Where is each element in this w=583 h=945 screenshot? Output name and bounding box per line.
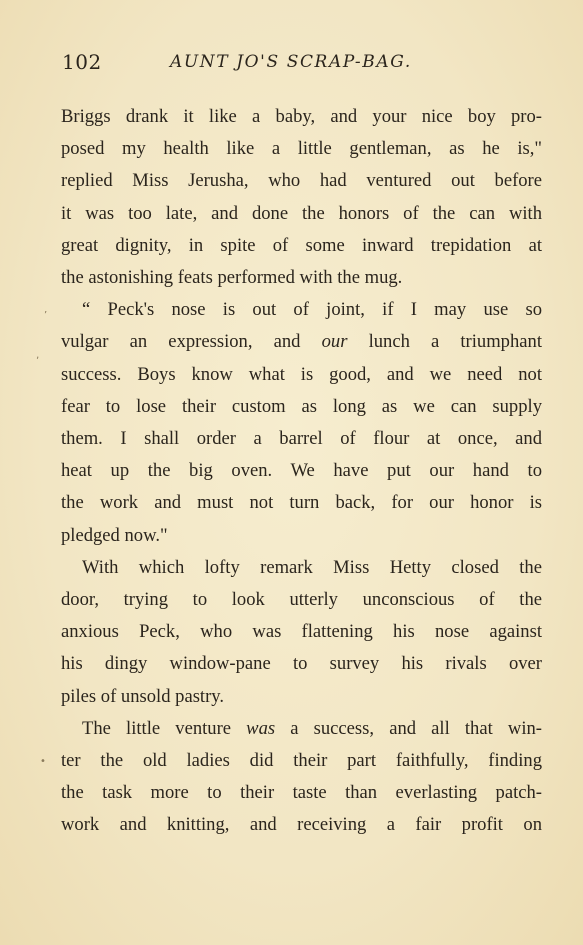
text-line: ter the old ladies did their part faithfully, finding: [61, 750, 542, 772]
text-line: pledged now.": [61, 524, 168, 546]
text-line: piles of unsold pastry.: [61, 685, 225, 707]
text-line: work and knitting, and receiving a fair profit on: [61, 814, 542, 836]
text-line: posed my health like a little gentleman, as he is,": [61, 138, 542, 160]
page-number: 102: [62, 50, 102, 74]
emphasis: was: [246, 717, 276, 739]
text-line: door, trying to look utterly unconscious of the: [61, 589, 542, 611]
text-line: “ Peck's nose is out of joint, if I may use so: [82, 299, 542, 321]
text-line: his dingy window-pane to survey his rivals over: [61, 653, 542, 675]
paper-speck-mark: ’: [44, 310, 48, 321]
text-line: the task more to their taste than everlasting patch-: [61, 782, 542, 804]
text-line: success. Boys know what is good, and we need not: [61, 363, 542, 385]
paragraph-1: [61, 101, 542, 294]
text-run: The little venture: [82, 717, 247, 739]
text-line: them. I shall order a barrel of flour at once, and: [61, 428, 542, 450]
running-head: AUNT JO'S SCRAP-BAG.: [170, 52, 412, 72]
text-line: replied Miss Jerusha, who had ventured out before: [61, 170, 542, 192]
text-line: great dignity, in spite of some inward trepidation at: [61, 234, 542, 256]
paper-speck-mark: •: [40, 756, 46, 767]
paragraph-2: [61, 294, 542, 552]
body-text: [61, 101, 542, 842]
text-line: [61, 713, 542, 745]
text-line: [61, 326, 542, 358]
paragraph-3: [61, 552, 542, 713]
text-run: vulgar an expression, and: [61, 331, 322, 353]
paper-speck-mark: ‚: [36, 350, 40, 361]
emphasis: our: [321, 331, 348, 353]
text-line: With which lofty remark Miss Hetty closed the: [82, 556, 542, 578]
paragraph-4: [61, 713, 542, 842]
text-line: the astonishing feats performed with the mug.: [61, 267, 403, 289]
text-line: fear to lose their custom as long as we can supply: [61, 395, 542, 417]
page-header: [62, 50, 542, 80]
text-run: lunch a triumphant: [347, 331, 542, 353]
text-run: a success, and all that win-: [275, 717, 542, 739]
text-line: the work and must not turn back, for our honor is: [61, 492, 542, 514]
text-line: Briggs drank it like a baby, and your nice boy pro-: [61, 106, 542, 127]
text-line: it was too late, and done the honors of the can with: [61, 202, 542, 224]
text-line: heat up the big oven. We have put our hand to: [61, 460, 542, 482]
text-line: anxious Peck, who was flattening his nose against: [61, 621, 542, 643]
